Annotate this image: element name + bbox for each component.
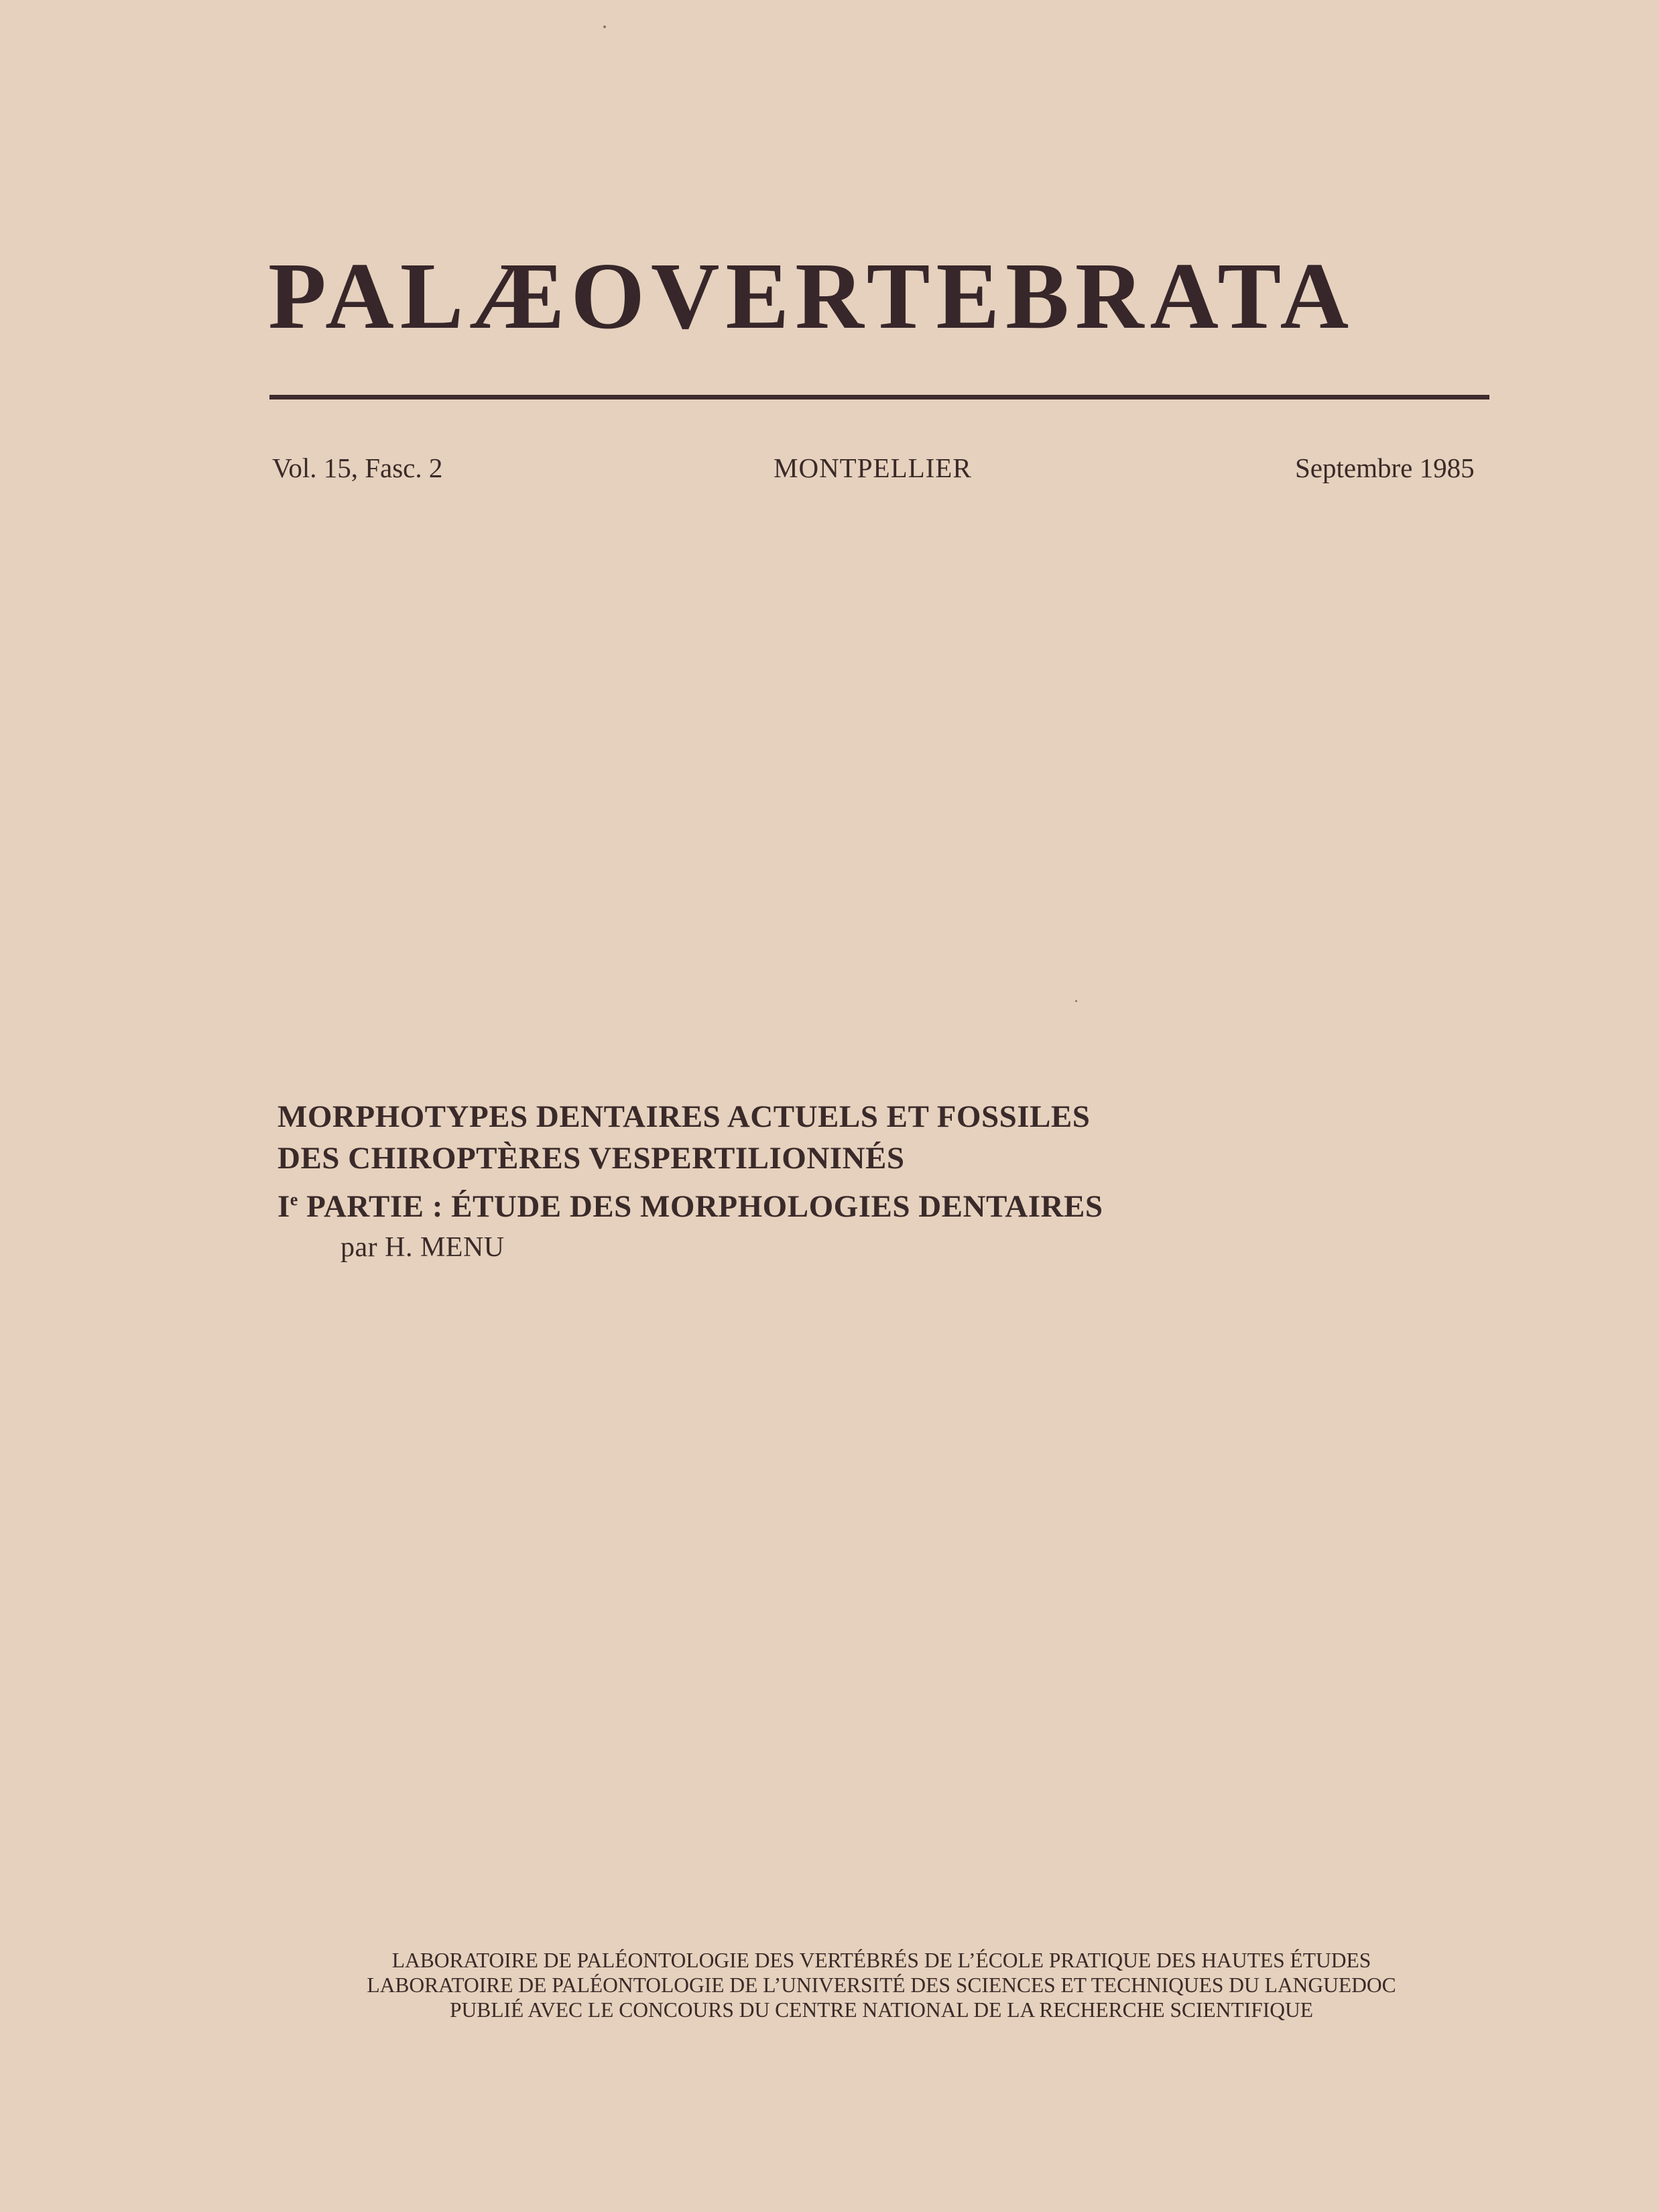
article-title-line-3 — [278, 1179, 1417, 1227]
footer-line-3: PUBLIÉ AVEC LE CONCOURS DU CENTRE NATIONAL DE LA RECHERCHE SCIENTIFIQUE — [449, 1998, 1313, 2022]
article-title — [278, 1096, 1417, 1227]
paper-speck — [1075, 1000, 1077, 1002]
issue-volume: Vol. 15, Fasc. 2 — [272, 452, 443, 483]
issue-place: MONTPELLIER — [774, 452, 972, 483]
paper-speck — [603, 25, 606, 28]
article-title-line-2: DES CHIROPTÈRES VESPERTILIONINÉS — [278, 1141, 905, 1176]
journal-title: PALÆOVERTEBRATA — [268, 243, 1355, 349]
part-superscript: e — [290, 1190, 298, 1209]
footer-line-1: LABORATOIRE DE PALÉONTOLOGIE DES VERTÉBRÉS DE L’ÉCOLE PRATIQUE DES HAUTES ÉTUDES — [391, 1949, 1371, 1972]
article-title-line-1: MORPHOTYPES DENTAIRES ACTUELS ET FOSSILES — [278, 1099, 1091, 1134]
publisher-footer — [268, 1948, 1495, 2022]
part-numeral: I — [278, 1189, 290, 1224]
issue-date: Septembre 1985 — [1295, 452, 1475, 483]
title-rule — [269, 395, 1489, 400]
footer-line-2: LABORATOIRE DE PALÉONTOLOGIE DE L’UNIVERSITÉ DES SCIENCES ET TECHNIQUES DU LANGUEDOC — [367, 1973, 1396, 1997]
part-title: PARTIE : ÉTUDE DES MORPHOLOGIES DENTAIRES — [298, 1189, 1103, 1224]
article-author: par H. MENU — [341, 1232, 505, 1263]
